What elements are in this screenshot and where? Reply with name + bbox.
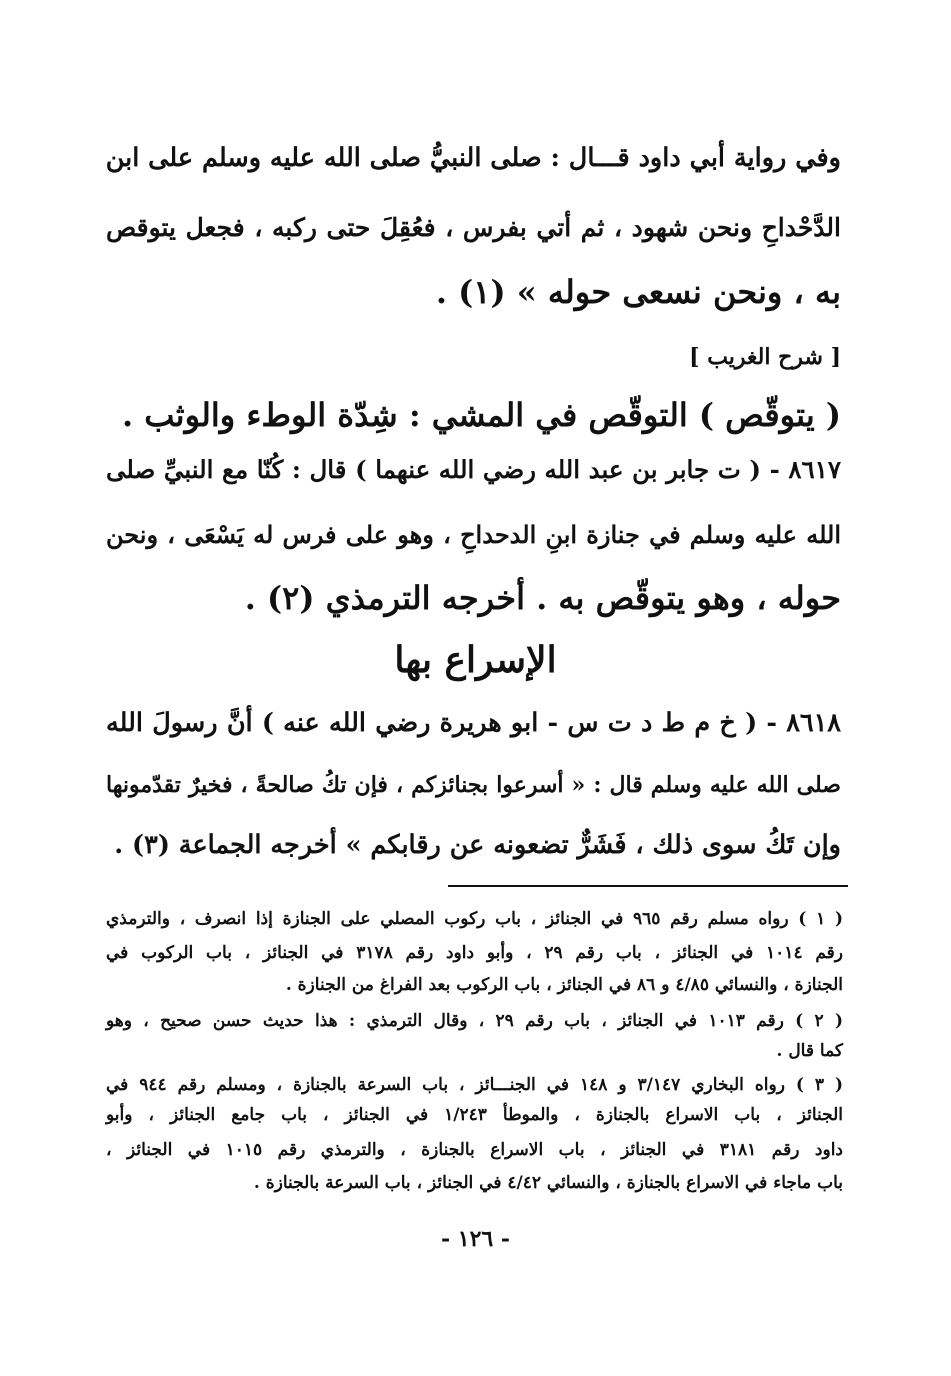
footnote-line: ( ١ ) رواه مسلم رقم ٩٦٥ في الجنائز ، باب ركوب المصلي على الجنازة إذا انصرف ، والترمذي — [106, 909, 843, 929]
page-number: - ١٢٦ - — [440, 1226, 511, 1252]
footnote-line: ( ٢ ) رقم ١٠١٣ في الجنائز ، باب رقم ٢٩ ، وقال الترمذي : هذا حديث حسن صحيح ، وهو — [106, 1011, 844, 1031]
text-line: الله عليه وسلم في جنازة ابنِ الدحداحِ ، وهو على فرس له يَسْعَى ، ونحن — [106, 520, 841, 549]
footnote-line: رقم ١٠١٤ في الجنائز ، باب رقم ٢٩ ، وأبو داود رقم ٣١٧٨ في الجنائز ، باب الركوب في — [106, 943, 844, 963]
text-line: وفي رواية أبي داود قـــال : صلى النبيُّ صلى الله عليه وسلم على ابن — [105, 143, 841, 173]
footnote-line: ( ٣ ) رواه البخاري ٣/١٤٧ و ١٤٨ في الجنـــائز ، باب السرعة بالجنازة ، ومسلم رقم ٩٤٤ في — [106, 1075, 844, 1095]
text-line: حوله ، وهو يتوقّص به . أخرجه الترمذي (٢) . — [244, 579, 841, 617]
footnote-line: الجنائز ، باب الاسراع بالجنازة ، والموطأ ١/٢٤٣ في الجنائز ، باب جامع الجنائز ، وأبو — [106, 1105, 844, 1125]
footnote-line: باب ماجاء في الاسراع بالجنازة ، والنسائي ٤/٤٢ في الجنائز ، باب السرعة بالجنازة . — [253, 1173, 843, 1193]
footnote-line: داود رقم ٣١٨١ في الجنائز ، باب الاسراع بالجنازة ، والترمذي رقم ١٠١٥ في الجنائز ، — [106, 1140, 843, 1160]
section-heading: الإسراع بها — [394, 639, 557, 681]
footnote-line: الجنازة ، والنسائي ٤/٨٥ و ٨٦ في الجنائز ، باب الركوب بعد الفراغ من الجنازة . — [285, 975, 843, 995]
text-line: الدَّحْداحِ ونحن شهود ، ثم أتي بفرس ، فعُقِلَ حتى ركبه ، فجعل يتوقص — [106, 213, 841, 242]
text-line: به ، ونحن نسعى حوله » (١) . — [435, 273, 841, 311]
footnote-line: كما قال . — [776, 1041, 843, 1061]
text-line: صلى الله عليه وسلم قال : « أسرعوا بجنائزكم ، فإن تكُ صالحةً ، فخيرٌ تقدّمونها — [106, 772, 841, 798]
text-line: ( يتوقّص ) التوقّص في المشي : شِدّة الوطء والوثب . — [121, 396, 841, 434]
footnote-separator — [448, 885, 848, 887]
hadith-8617-line: ٨٦١٧ - ( ت جابر بن عبد الله رضي الله عنهما ) قال : كُنّا مع النبيِّ صلى — [106, 455, 841, 484]
section-label-gharib: [ شرح الغريب ] — [689, 344, 841, 370]
hadith-8618-line: ٨٦١٨ - ( خ م ط د ت س - ابو هريرة رضي الله عنه ) أنَّ رسولَ الله — [106, 708, 841, 738]
text-line: وإن تَكُ سوى ذلك ، فَشَرٌّ تضعونه عن رقابكم » أخرجه الجماعة (٣) . — [114, 830, 841, 860]
